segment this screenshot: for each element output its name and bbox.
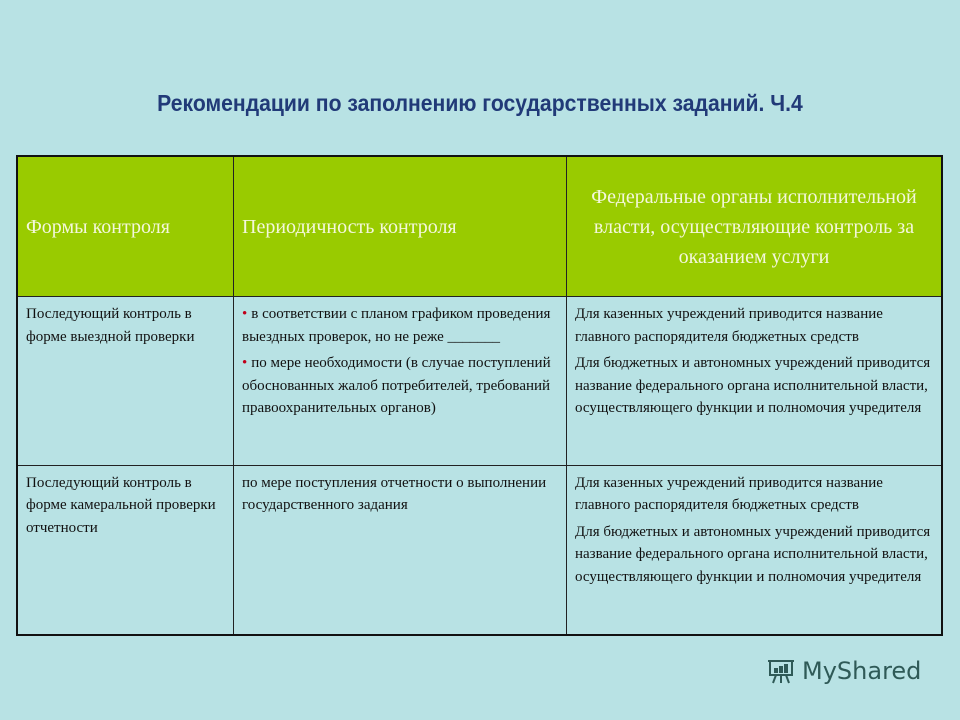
bullet-icon: • (242, 355, 248, 371)
list-item (242, 352, 558, 420)
bullet-icon: • (242, 306, 248, 322)
authority-text: Для бюджетных и автономных учреждений приводится название федерального органа исполнительной власти, осуществляющего функции и полномочия учредителя (575, 355, 931, 416)
header-authorities: Федеральные органы исполнительной власти, осуществляющие контроль за оказанием услуги (567, 156, 943, 297)
cell-periodicity (234, 465, 567, 635)
authority-text: Для казенных учреждений приводится название главного распорядителя бюджетных средств (575, 474, 883, 514)
authority-text: Для казенных учреждений приводится название главного распорядителя бюджетных средств (575, 306, 883, 345)
cell-periodicity (234, 297, 567, 466)
watermark-logo (766, 656, 921, 686)
periodicity-text: по мере необходимости (в случае поступлений обоснованных жалоб потребителей, требований правоохранительных органов) (242, 355, 551, 416)
table-header-row (17, 156, 942, 297)
cell-form: Последующий контроль в форме выездной проверки (17, 297, 234, 466)
authority-text: Для бюджетных и автономных учреждений приводится название федерального органа исполнительной власти, осуществляющего функции и полномочия учредителя (575, 523, 931, 585)
cell-form: Последующий контроль в форме камеральной проверки отчетности (17, 465, 234, 635)
cell-authorities (567, 297, 943, 466)
control-table (16, 155, 943, 636)
watermark-text: MyShared (802, 657, 922, 685)
presentation-icon (766, 656, 796, 686)
page-title: Рекомендации по заполнению государственных заданий. Ч.4 (157, 90, 803, 116)
periodicity-text: по мере поступления отчетности о выполнении государственного задания (242, 474, 547, 514)
table-row (17, 465, 942, 635)
header-periodicity: Периодичность контроля (234, 156, 567, 297)
cell-authorities (567, 465, 943, 635)
periodicity-text: в соответствии с планом графиком проведения выездных проверок, но не реже _______ (242, 306, 551, 345)
table-row (17, 297, 942, 466)
header-forms: Формы контроля (17, 156, 234, 297)
list-item (242, 303, 558, 348)
